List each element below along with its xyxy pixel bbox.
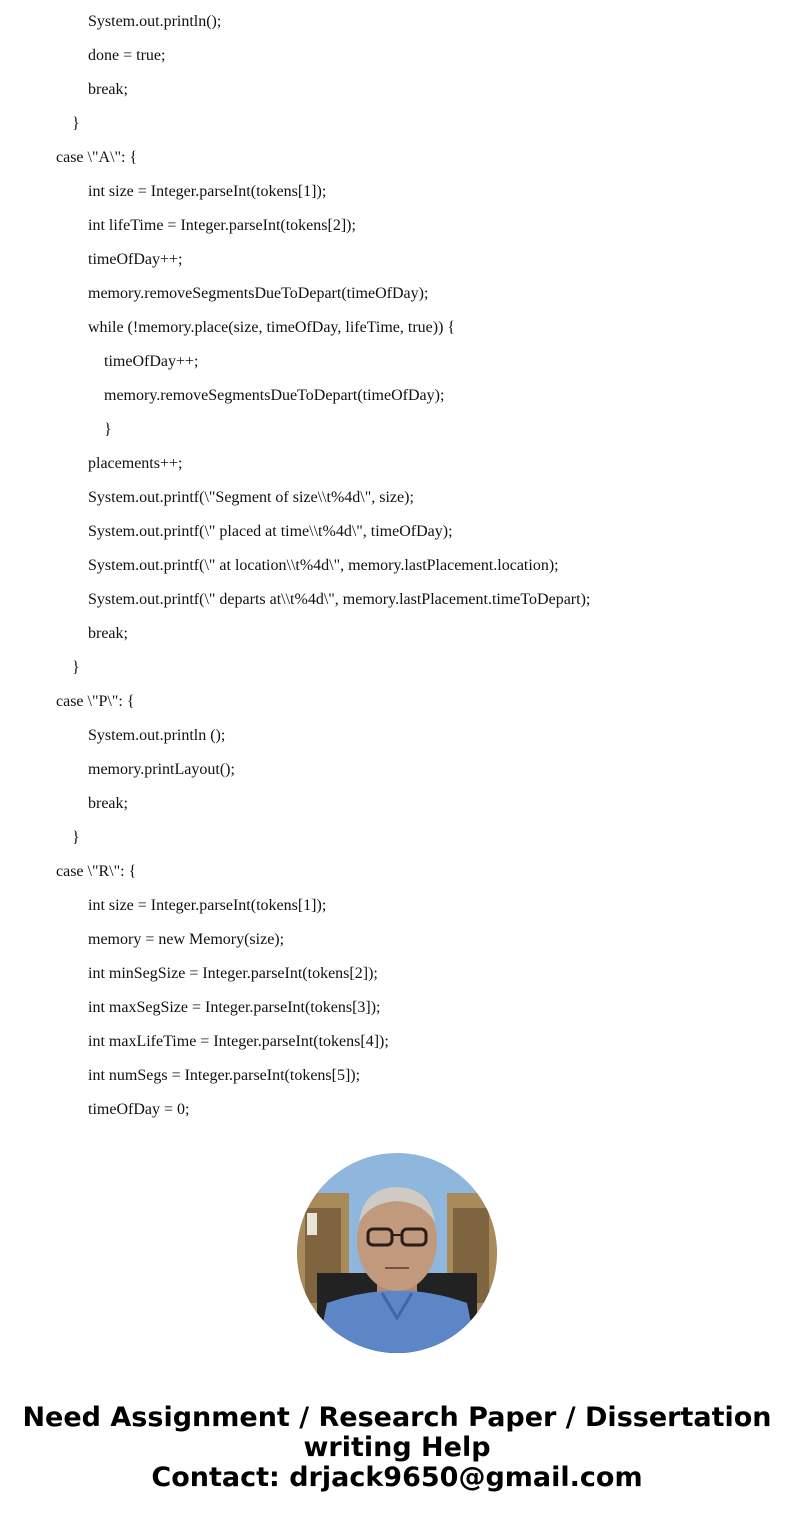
code-line: } [104,421,112,438]
code-line: timeOfDay++; [104,353,199,370]
code-line: timeOfDay = 0; [88,1101,190,1118]
code-line: } [72,115,80,132]
code-line: System.out.println(); [88,13,222,30]
code-line: System.out.printf(\" departs at\\t%4d\", memory.lastPlacement.timeToDepart); [88,591,591,608]
code-line: case \"A\": { [56,149,138,166]
code-line: break; [88,625,128,642]
code-line: System.out.printf(\"Segment of size\\t%4d\", size); [88,489,414,506]
code-line: memory.removeSegmentsDueToDepart(timeOfDay); [104,387,445,404]
code-line: int numSegs = Integer.parseInt(tokens[5]); [88,1067,361,1084]
code-line: System.out.printf(\" at location\\t%4d\", memory.lastPlacement.location); [88,557,559,574]
code-line: case \"P\": { [56,693,135,710]
code-line: int maxLifeTime = Integer.parseInt(tokens[4]); [88,1033,389,1050]
code-line: done = true; [88,47,166,64]
code-line: int maxSegSize = Integer.parseInt(tokens[3]); [88,999,381,1016]
code-line: case \"R\": { [56,863,137,880]
code-line: while (!memory.place(size, timeOfDay, lifeTime, true)) { [88,319,456,336]
code-line: } [72,829,80,846]
code-line: memory = new Memory(size); [88,931,285,948]
code-line: int minSegSize = Integer.parseInt(tokens[2]); [88,965,378,982]
author-portrait [297,1153,497,1353]
contact-footer [0,1403,794,1493]
code-line: } [72,659,80,676]
code-line: System.out.println (); [88,727,226,744]
footer-contact: Contact: drjack9650@gmail.com [151,1462,643,1493]
code-line: placements++; [88,455,183,472]
author-avatar [297,1153,497,1353]
code-line: int size = Integer.parseInt(tokens[1]); [88,183,327,200]
code-line: System.out.printf(\" placed at time\\t%4d\", timeOfDay); [88,523,453,540]
code-line: int lifeTime = Integer.parseInt(tokens[2]); [88,217,356,234]
footer-line-1: Need Assignment / Research Paper / Dissertation [22,1402,772,1433]
code-line: int size = Integer.parseInt(tokens[1]); [88,897,327,914]
footer-line-2: writing Help [303,1432,491,1463]
code-line: timeOfDay++; [88,251,183,268]
code-line: break; [88,795,128,812]
code-line: memory.removeSegmentsDueToDepart(timeOfDay); [88,285,429,302]
code-line: break; [88,81,128,98]
code-line: memory.printLayout(); [88,761,235,778]
